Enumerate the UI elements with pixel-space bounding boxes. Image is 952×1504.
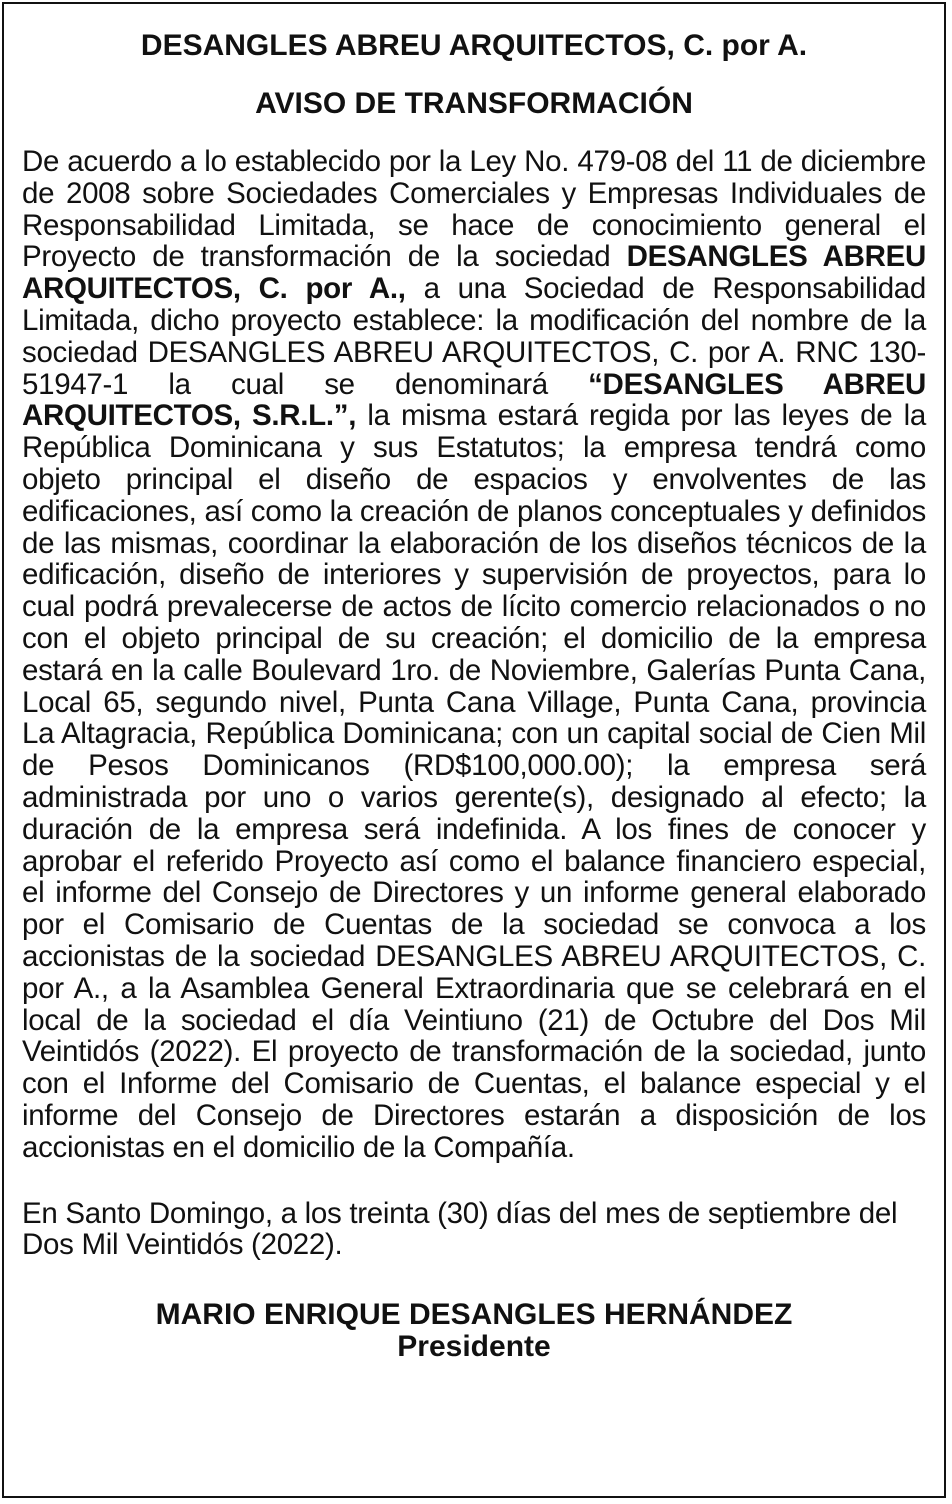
new-company-name-bold: “DESANGLES ABREU ARQUITECTOS, S.R.L.”, — [22, 367, 927, 433]
company-name-bold: DESANGLES ABREU ARQUITECTOS, C. por A., — [22, 240, 926, 306]
notice-body — [22, 146, 926, 1164]
notice-title: AVISO DE TRANSFORMACIÓN — [255, 87, 693, 120]
body-text-part-1: De acuerdo a lo establecido por la Ley No. 479-08 del 11 de diciembre de 2008 sobre Sociedades Comerciales y Empresas Individuales de Responsabilidad Limitada, se hace de conocimiento general el Proyecto de transformación de la sociedad — [22, 145, 926, 274]
signatory-name: MARIO ENRIQUE DESANGLES HERNÁNDEZ — [155, 1298, 793, 1332]
legal-notice — [2, 2, 946, 1498]
body-text-part-3: la misma estará regida por las leyes de la República Dominicana y sus Estatutos; la empresa tendrá como objeto principal el diseño de espacios y envolventes de las edificaciones, así como la creación de planos conceptuales y definidos de las mismas, coordinar la elaboración de los diseños técnicos de la edificación, diseño de interiores y supervisión de proyectos, para lo cual podrá prevalecerse de actos de lícito comercio relacionados o no con el objeto principal de su creación; el domicilio de la empresa estará en la calle Boulevard 1ro. de Noviembre, Galerías Punta Cana, Local 65, segundo nivel, Punta Cana Village, Punta Cana, provincia La Altagracia, República Dominicana; con un capital social de Cien Mil de Pesos Dominicanos (RD$100,000.00); la empresa será administrada por uno o varios gerente(s), designado al efecto; la duración de la empresa será indefinida. A los fines de conocer y aprobar el referido Proyecto así como el balance financiero especial, el informe del Consejo de Directores y un informe general elaborado por el Comisario de Cuentas de la sociedad se convoca a los accionistas de la sociedad DESANGLES ABREU ARQUITECTOS, C. por A., a la Asamblea General Extraordinaria que se celebrará en el local de la sociedad el día Veintiuno (21) de Octubre del Dos Mil Veintidós (2022). El proyecto de transformación de la sociedad, junto con el Informe del Comisario de Cuentas, el balance especial y el informe del Consejo de Directores estarán a disposición de los accionistas en el domicilio de la Compañía. — [22, 399, 926, 1164]
signatory-role: Presidente — [397, 1330, 551, 1364]
company-title: DESANGLES ABREU ARQUITECTOS, C. por A. — [140, 29, 808, 62]
notice-content — [22, 28, 926, 1363]
closing-date-line: En Santo Domingo, a los treinta (30) días del mes de septiembre del Dos Mil Veintidós (2022). — [22, 1196, 898, 1262]
body-text-part-2: a una Sociedad de Responsabilidad Limitada, dicho proyecto establece: la modificación del nombre de la sociedad DESANGLES ABREU ARQUITECTOS, C. por A. RNC 130-51947-1 la cual se denominará — [22, 272, 927, 401]
